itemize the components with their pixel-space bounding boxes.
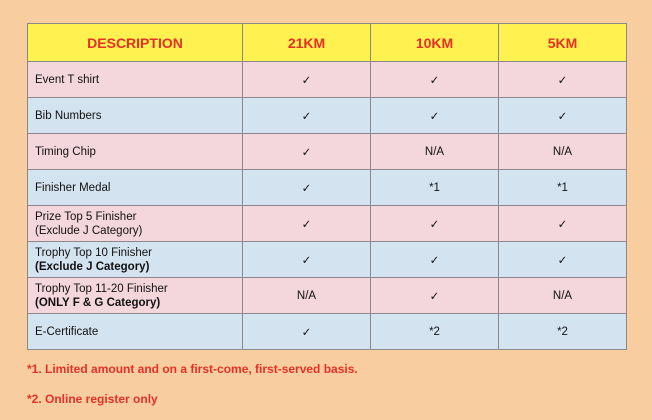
description-subline: (ONLY F & G Category): [35, 296, 161, 309]
cell-10km: ✓: [371, 278, 499, 314]
cell-21km: ✓: [243, 206, 371, 242]
header-21km: 21KM: [243, 24, 371, 62]
cell-10km: N/A: [371, 134, 499, 170]
cell-10km: *1: [371, 170, 499, 206]
description-line: Bib Numbers: [35, 109, 102, 122]
table-row: [28, 98, 627, 134]
description-subline: (Exclude J Category): [35, 224, 143, 237]
cell-21km: ✓: [243, 170, 371, 206]
row-description: [28, 278, 243, 314]
cell-5km: ✓: [499, 98, 627, 134]
description-line: Trophy Top 11-20 Finisher: [35, 282, 168, 295]
cell-21km: ✓: [243, 98, 371, 134]
cell-10km: ✓: [371, 98, 499, 134]
cell-10km: ✓: [371, 242, 499, 278]
description-line: Timing Chip: [35, 145, 96, 158]
table-row: [28, 170, 627, 206]
cell-10km: ✓: [371, 206, 499, 242]
description-line: Trophy Top 10 Finisher: [35, 246, 152, 259]
row-description: [28, 206, 243, 242]
footnote-2: *2. Online register only: [27, 392, 158, 406]
description-line: Event T shirt: [35, 73, 100, 86]
row-description: [28, 62, 243, 98]
cell-10km: *2: [371, 314, 499, 350]
table-row: [28, 206, 627, 242]
row-description: [28, 242, 243, 278]
cell-21km: N/A: [243, 278, 371, 314]
cell-5km: N/A: [499, 278, 627, 314]
table-row: [28, 62, 627, 98]
description-line: E-Certificate: [35, 325, 99, 338]
description-line: Finisher Medal: [35, 181, 111, 194]
cell-21km: ✓: [243, 62, 371, 98]
header-10km: 10KM: [371, 24, 499, 62]
table-row: [28, 242, 627, 278]
description-subline: (Exclude J Category): [35, 260, 150, 273]
row-description: [28, 134, 243, 170]
cell-5km: ✓: [499, 62, 627, 98]
cell-21km: ✓: [243, 242, 371, 278]
header-description: DESCRIPTION: [28, 24, 243, 62]
table-row: [28, 278, 627, 314]
row-description: [28, 314, 243, 350]
cell-10km: ✓: [371, 62, 499, 98]
row-description: [28, 98, 243, 134]
footnote-1: *1. Limited amount and on a first-come, first-served basis.: [27, 362, 358, 376]
cell-21km: ✓: [243, 134, 371, 170]
table-row: [28, 314, 627, 350]
row-description: [28, 170, 243, 206]
cell-5km: *1: [499, 170, 627, 206]
cell-5km: ✓: [499, 206, 627, 242]
cell-5km: N/A: [499, 134, 627, 170]
cell-5km: ✓: [499, 242, 627, 278]
header-5km: 5KM: [499, 24, 627, 62]
race-benefits-table: [27, 23, 627, 350]
table-row: [28, 134, 627, 170]
table-header-row: [28, 24, 627, 62]
cell-21km: ✓: [243, 314, 371, 350]
description-line: Prize Top 5 Finisher: [35, 210, 137, 223]
cell-5km: *2: [499, 314, 627, 350]
